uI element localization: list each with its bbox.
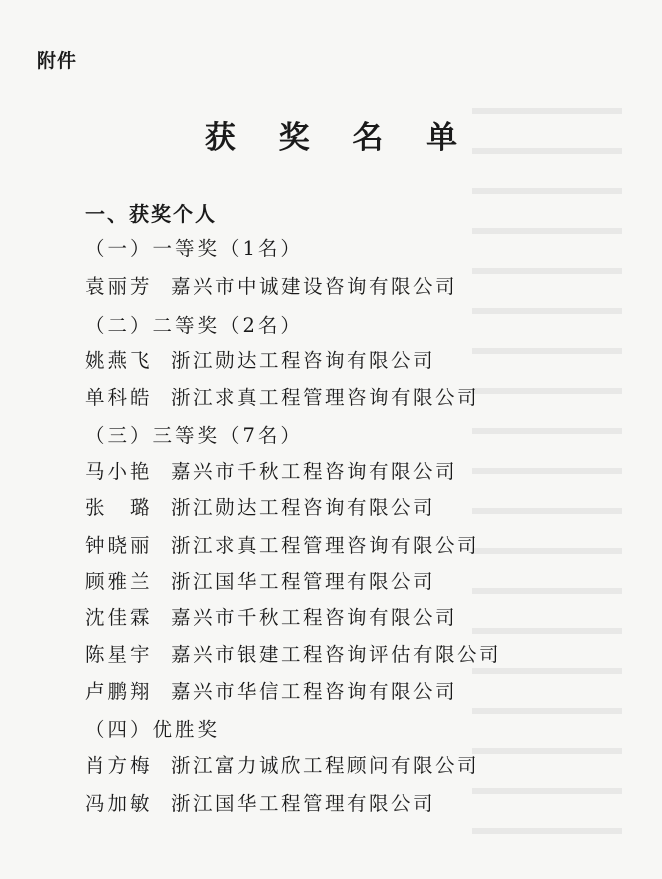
awardee-row: [85, 566, 435, 594]
annex-label: 附件: [37, 50, 78, 72]
awardee-name: 钟晓丽: [85, 534, 153, 557]
awardee-company: 浙江国华工程管理有限公司: [171, 792, 436, 815]
awardee-company: 嘉兴市华信工程咨询有限公司: [171, 680, 458, 703]
award-tier-label: （三）三等奖（7名）: [85, 424, 303, 447]
awardee-row: [85, 345, 435, 373]
awardee-row: [85, 456, 457, 484]
award-tier-label: （一）一等奖（1名）: [85, 237, 303, 260]
awardee-name: 张 璐: [85, 496, 153, 519]
awardee-name: 袁丽芳: [85, 275, 153, 298]
page-title: 获 奖 名 单: [204, 120, 474, 156]
awardee-company: 嘉兴市千秋工程咨询有限公司: [171, 460, 458, 483]
awardee-row: [85, 676, 457, 704]
awardee-row: [85, 750, 479, 778]
bleed-through-text: [472, 90, 622, 850]
awardee-row: [85, 382, 479, 410]
award-tier-label: （四）优胜奖: [85, 718, 221, 741]
awardee-name: 马小艳: [85, 460, 153, 483]
awardee-name: 姚燕飞: [85, 349, 153, 372]
awardee-company: 嘉兴市银建工程咨询评估有限公司: [171, 643, 502, 666]
awardee-company: 浙江勋达工程咨询有限公司: [171, 496, 436, 519]
awardee-company: 浙江求真工程管理咨询有限公司: [171, 534, 480, 557]
awardee-name: 冯加敏: [85, 792, 153, 815]
awardee-row: [85, 639, 501, 667]
awardee-company: 嘉兴市中诚建设咨询有限公司: [171, 275, 458, 298]
awardee-name: 顾雅兰: [85, 570, 153, 593]
awardee-row: [85, 602, 457, 630]
awardee-name: 沈佳霖: [85, 606, 153, 629]
awardee-company: 浙江国华工程管理有限公司: [171, 570, 436, 593]
awardee-company: 浙江富力诚欣工程顾问有限公司: [171, 754, 480, 777]
awardee-company: 浙江勋达工程咨询有限公司: [171, 349, 436, 372]
awardee-row: [85, 788, 435, 816]
awardee-name: 单科皓: [85, 386, 153, 409]
awardee-company: 浙江求真工程管理咨询有限公司: [171, 386, 480, 409]
awardee-row: [85, 530, 479, 558]
awardee-company: 嘉兴市千秋工程咨询有限公司: [171, 606, 458, 629]
awardee-row: [85, 492, 435, 520]
awardee-name: 陈星宇: [85, 643, 153, 666]
awardee-row: [85, 271, 457, 299]
awardee-name: 肖方梅: [85, 754, 153, 777]
awardee-name: 卢鹏翔: [85, 680, 153, 703]
award-tier-label: （二）二等奖（2名）: [85, 314, 303, 337]
section-heading: 一、获奖个人: [85, 202, 217, 226]
